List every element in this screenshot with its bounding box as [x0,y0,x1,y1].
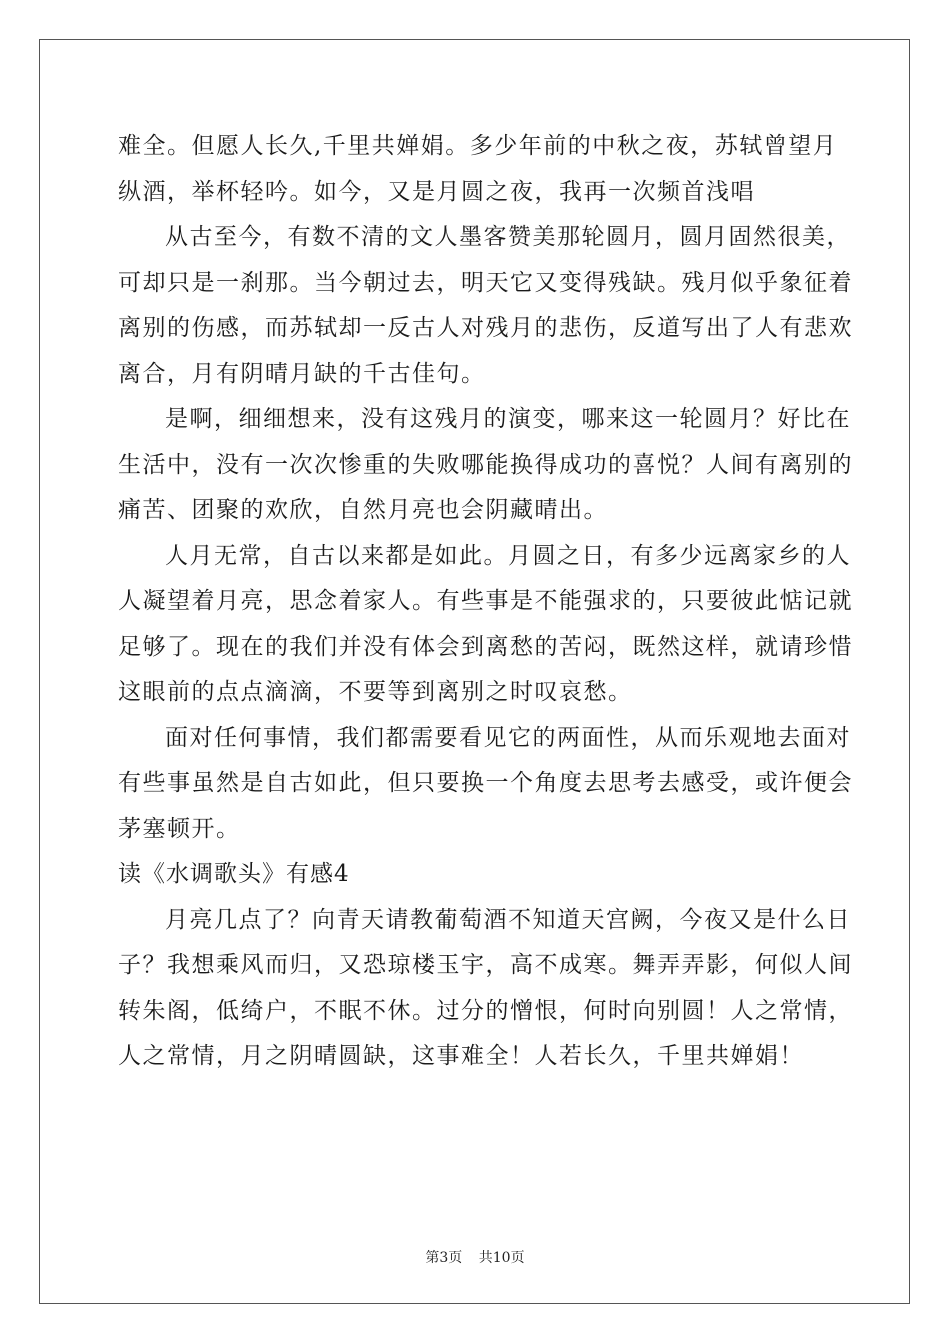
text-line: 人月无常，自古以来都是如此。月圆之日，有多少远离家乡的人 [165,542,851,569]
text-line: 生活中，没有一次次惨重的失败哪能换得成功的喜悦？人间有离别的 [118,451,853,478]
text-line: 痛苦、团聚的欢欣，自然月亮也会阴藏晴出。 [118,497,608,523]
text-line: 人凝望着月亮，思念着家人。有些事是不能强求的，只要彼此惦记就 [118,588,853,614]
text-line: 面对任何事情，我们都需要看见它的两面性，从而乐观地去面对 [165,724,851,751]
text-line: 有些事虽然是自古如此，但只要换一个角度去思考去感受，或许便会 [118,770,853,796]
text-line: 是啊，细细想来，没有这残月的演变，哪来这一轮圆月？好比在 [165,406,851,432]
page-total: 共10页 [478,1250,525,1266]
text-line: 足够了。现在的我们并没有体会到离愁的苦闷，既然这样，就请珍惜 [118,633,853,660]
page-footer [0,1247,950,1267]
text-line: 可却只是一刹那。当今朝过去，明天它又变得残缺。残月似乎象征着 [118,269,853,296]
text-line: 子？我想乘风而归，又恐琼楼玉宇，高不成寒。舞弄弄影，何似人间 [118,952,853,978]
text-line: 这眼前的点点滴滴，不要等到离别之时叹哀愁。 [118,679,633,705]
text-line: 纵酒，举杯轻吟。如今，又是月圆之夜，我再一次频首浅唱 [118,178,755,205]
text-line: 人之常情，月之阴晴圆缺，这事难全！人若长久，千里共婵娟！ [118,1043,804,1069]
text-line: 难全。但愿人长久,千里共婵娟。多少年前的中秋之夜，苏轼曾望月 [118,133,838,159]
text-line: 离别的伤感，而苏轼却一反古人对残月的悲伤，反道写出了人有悲欢 [118,315,853,341]
text-line: 月亮几点了？向青天请教葡萄酒不知道天宫阙，今夜又是什么日 [165,906,851,933]
document-body [118,124,853,1080]
text-line: 转朱阁，低绮户，不眠不休。过分的憎恨，何时向别圆！人之常情， [118,997,853,1024]
text-line: 茅塞顿开。 [118,815,241,842]
page-number: 第3页 [425,1250,463,1266]
section-heading: 读《水调歌头》有感4 [118,861,350,887]
text-line: 从古至今，有数不清的文人墨客赞美那轮圆月，圆月固然很美， [165,224,851,250]
text-line: 离合，月有阴晴月缺的千古佳句。 [118,360,486,387]
